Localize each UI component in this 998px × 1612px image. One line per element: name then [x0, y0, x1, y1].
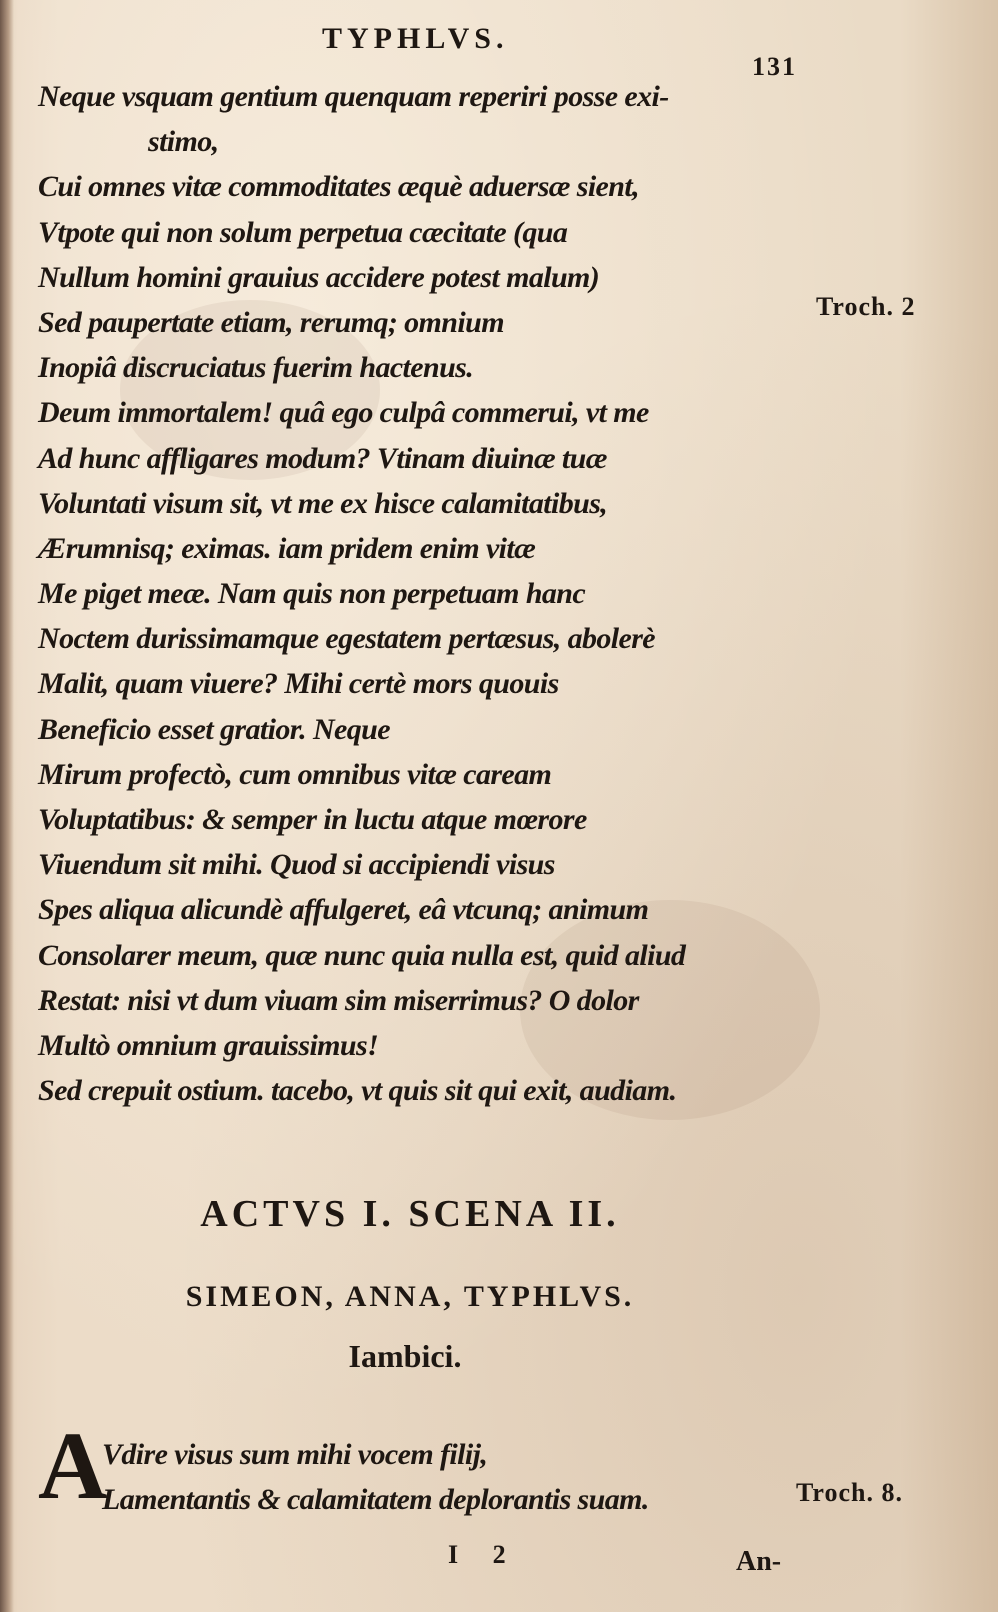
verse-line: Deum immortalem! quâ ego culpâ commerui, vt me	[38, 396, 649, 430]
verse-line: Lamentantis & calamitatem deplorantis suam.	[102, 1483, 649, 1517]
margin-note: Troch. 8.	[796, 1478, 903, 1507]
verse-line: Neque vsquam gentium quenquam reperiri posse exi-	[38, 80, 669, 113]
verse-line: Vtpote qui non solum perpetua cæcitate (qua	[38, 215, 568, 249]
verse-line: Mirum profectò, cum omnibus vitæ caream	[38, 757, 552, 791]
verse-line: Cui omnes vitæ commoditates æquè aduersæ sient,	[38, 170, 639, 204]
verse-line: Spes aliqua alicundè affulgeret, eâ vtcunq; animum	[38, 893, 649, 927]
running-head: TYPHLVS.	[322, 22, 509, 55]
signature-mark: I 2	[448, 1540, 520, 1569]
verse-line: Ad hunc affligares modum? Vtinam diuinæ tuæ	[38, 441, 607, 475]
verse-line: Viuendum sit mihi. Quod si accipiendi visus	[38, 848, 555, 882]
character-list: SIMEON, ANNA, TYPHLVS.	[185, 1280, 635, 1313]
verse-line: Vdire visus sum mihi vocem filij,	[102, 1438, 488, 1471]
meter-label: Iambici.	[348, 1338, 462, 1374]
verse-line: Voluntati visum sit, vt me ex hisce calamitatibus,	[38, 486, 608, 520]
scene-verse-block	[38, 1432, 818, 1522]
verse-line: Sed paupertate etiam, rerumq; omnium	[38, 305, 504, 339]
verse-line: Noctem durissimamque egestatem pertæsus, abolerè	[38, 622, 656, 656]
verse-line: Nullum homini grauius accidere potest malum)	[38, 260, 600, 294]
verse-line: Ærumnisq; eximas. iam pridem enim vitæ	[38, 531, 536, 565]
verse-line: Consolarer meum, quæ nunc quia nulla est, quid aliud	[38, 938, 686, 972]
act-scene-heading: ACTVS I. SCENA II.	[200, 1193, 620, 1235]
margin-note: Troch. 2	[816, 292, 916, 321]
verse-block	[38, 74, 838, 1113]
verse-line: Malit, quam viuere? Mihi certè mors quouis	[38, 667, 559, 701]
verse-line: stimo,	[148, 125, 219, 159]
drop-cap: A	[38, 1412, 108, 1519]
verse-line: Beneficio esset gratior. Neque	[38, 712, 390, 746]
verse-line: Me piget meæ. Nam quis non perpetuam hanc	[38, 577, 586, 611]
page-number: 131	[752, 52, 797, 81]
verse-line: Restat: nisi vt dum viuam sim miserrimus? O dolor	[38, 983, 639, 1017]
verse-line: Voluptatibus: & semper in luctu atque mœrore	[38, 803, 587, 836]
verse-line: Sed crepuit ostium. tacebo, vt quis sit qui exit, audiam.	[38, 1074, 677, 1108]
verse-line: Inopiâ discruciatus fuerim hactenus.	[38, 351, 474, 385]
verse-line: Multò omnium grauissimus!	[38, 1028, 379, 1062]
catchword: An-	[736, 1546, 782, 1577]
